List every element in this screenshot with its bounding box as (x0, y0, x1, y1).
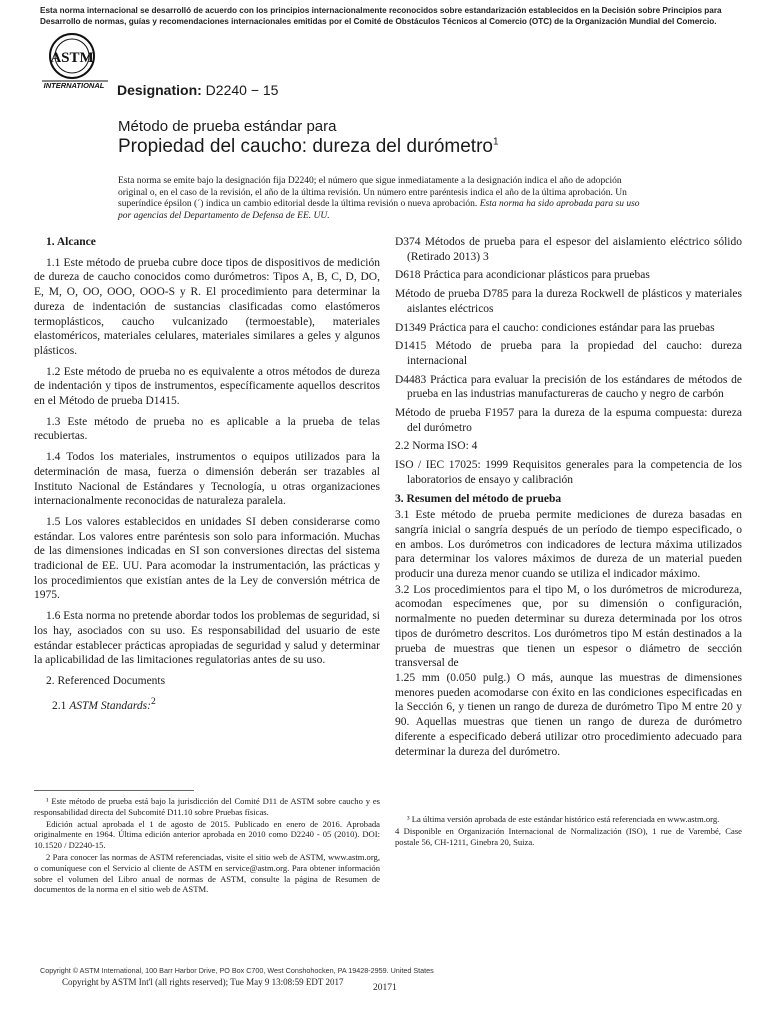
left-column (34, 235, 380, 719)
para-1-4: 1.4 Todos los materiales, instrumentos o equipos utilizados para la determinación de masa, fuerza o dimensión deberán ser trazables al Instituto Nacional de Estándares y Tecnología, u otras organizaciones internacionalmente reconocidas de naturaleza paralela. (34, 451, 380, 508)
para-3-1: 3.1 Este método de prueba permite mediciones de dureza basadas en sangría inicial o sangría después de un período de tiempo especificado, o en ambos. Los durómetros con indicadores de lectura máxima utilizados para determinar los valores máximos de dureza de un material pueden producir una dureza menor cuando se utiliza el indicador máximo. (395, 509, 742, 581)
para-1-1: 1.1 Este método de prueba cubre doce tipos de dispositivos de medición de dureza de caucho conocidos como durómetros: Tipos A, B, C, D, DO, E, M, O, OO, OOO, OOO-S y R. El procedimiento para determinar la dureza de indentación de sustancias clasificadas como elastómeros termoplásticos, caucho vulcanizado (termoestable), materiales elastoméricos, materiales celulares, materiales similares a geles y algunos plásticos. (34, 256, 380, 357)
para-1-3: 1.3 Este método de prueba no es aplicable a la prueba de telas recubiertas. (34, 415, 380, 443)
ref-d1349: D1349 Práctica para el caucho: condiciones estándar para las pruebas (395, 321, 715, 334)
ref-d4483: D4483 Práctica para evaluar la precisión de los estándares de métodos de prueba en las industrias manufactureras de caucho y negro de carbón (395, 373, 742, 401)
designation-label: Designation: (117, 82, 202, 98)
footnote-2: 2 Para conocer las normas de ASTM referenciadas, visite el sitio web de ASTM, www.astm.org, o comuníquese con el Servicio al cliente de ASTM en service@astm.org. Para obtener información sobre el volumen del Libro anual de normas de ASTM, consulte la página de Resumen de documentos de la norma en el sitio web de ASTM. (34, 851, 380, 895)
ref-d1415: D1415 Método de prueba para la propiedad del caucho: dureza internacional (395, 340, 742, 367)
copyright-line: Copyright © ASTM International, 100 Barr Harbor Drive, PO Box C700, West Conshohocken, PA 19428-2959. United States (40, 966, 434, 975)
top-notice: Esta norma internacional se desarrolló de acuerdo con los principios internacionalmente reconocidos sobre estandarización establecidos en la Decisión sobre Principios para Desarrollo de normas, guías y recomendaciones internacionales emitidas por el Comité de Obstáculos Técnicos al Comercio (OTC) de la Organización Mundial del Comercio. (40, 6, 722, 26)
intro-italic: Esta norma ha sido aprobada para su uso por agencias del Departamento de Defensa de EE. UU. (118, 199, 640, 221)
section-3-heading: 3. Resumen del método de prueba (395, 492, 562, 505)
footnote-mark-2: 2 (150, 695, 156, 707)
title-line-1: Método de prueba estándar para (118, 118, 337, 135)
right-column (395, 235, 742, 765)
title-text: Propiedad del caucho: dureza del durómetro (118, 136, 493, 157)
designation-number: D2240 − 15 (205, 82, 279, 98)
astm-standards-label: ASTM Standards: (69, 699, 151, 712)
para-1-6: 1.6 Esta norma no pretende abordar todos los problemas de seguridad, si los hay, asociados con su uso. Es responsabilidad del usuario de este estándar establecer prácticas apropiadas de seguridad y salud y determinar la aplicabilidad de las limitaciones regulatorias antes de su uso. (34, 610, 380, 667)
logo-subtext: INTERNATIONAL (43, 81, 105, 90)
footnote-divider (34, 790, 194, 791)
footnotes-left (34, 796, 380, 896)
para-2-1-prefix: 2.1 (52, 699, 70, 712)
logo-text: ASTM (50, 50, 94, 66)
intro-block (118, 176, 646, 222)
section-1-heading: 1. Alcance (46, 236, 96, 248)
ref-iso-17025: ISO / IEC 17025: 1999 Requisitos generales para la competencia de los laboratorios de ensayo y calibración (395, 459, 742, 486)
license-line: Copyright by ASTM Int'l (all rights reserved); Tue May 9 13:08:59 EDT 2017 (62, 977, 344, 987)
astm-logo (40, 30, 110, 92)
footnotes-right (395, 814, 742, 848)
footnote-1: ¹ Este método de prueba está bajo la jurisdicción del Comité D11 de ASTM sobre caucho y es responsabilidad directa del Subcomité D11.10 sobre Pruebas físicas. (34, 796, 380, 817)
footnote-1b: Edición actual aprobada el 1 de agosto de 2015. Publicado en enero de 2016. Aprobada originalmente en 1964. Última edición anterior aprobada en 2010 como D2240 - 05 (2010). DOI: 10.1520 / D2240-15. (34, 818, 380, 851)
iso-heading: 2.2 Norma ISO: 4 (395, 440, 478, 453)
ref-f1957: Método de prueba F1957 para la dureza de la espuma compuesta: dureza del durómetro (395, 407, 742, 434)
para-1-2: 1.2 Este método de prueba no es equivalente a otros métodos de dureza de indentación y tipos de instrumentos, específicamente aquellos descritos en el Método de prueba D1415. (34, 365, 380, 408)
designation (117, 82, 278, 98)
ref-d785: Método de prueba D785 para la dureza Rockwell de plásticos y materiales aislantes eléctricos (395, 288, 742, 315)
page-number: 20171 (373, 983, 397, 993)
ref-d374: D374 Métodos de prueba para el espesor del aislamiento eléctrico sólido (Retirado 2013) 3 (395, 236, 742, 263)
section-2-heading: 2. Referenced Documents (46, 674, 166, 687)
footnote-3: ³ La última versión aprobada de este estándar histórico está referenciada en www.astm.org. (407, 814, 720, 824)
para-3-2-continued: 1.25 mm (0.050 pulg.) O más, aunque las muestras de dimensiones menores pueden acomodarse con éxito en las condiciones especificadas en la Sección 6, y tienen un rango de dureza de durómetro Tipo M entre 20 y 90. Aquellas muestras que tienen un rango de dureza de durómetro diferente a especificado deberá utilizar otro procedimiento adecuado para determinar la dureza del durómetro. (395, 671, 742, 758)
title-line-2 (118, 136, 499, 158)
ref-d618: D618 Práctica para acondicionar plásticos para pruebas (395, 269, 650, 282)
footnote-4: 4 Disponible en Organización Internacional de Normalización (ISO), 1 rue de Varembé, Case postale 56, CH-1211, Ginebra 20, Suiza. (395, 825, 742, 847)
para-3-2: 3.2 Los procedimientos para el tipo M, o los durómetros de microdureza, acomodan especímenes que, por su dimensión o configuración, normalmente no pueden determinar su dureza determinada por los otros tipos de durómetro descritos. Los durómetros tipo M están destinados a la prueba de muestras que tienen un espesor o diámetro de sección transversal de (395, 583, 742, 670)
title-footnote-mark: 1 (492, 136, 499, 148)
intro-text: Esta norma se emite bajo la designación fija D2240; el número que sigue inmediatamente a la designación indica el año de adopción original o, en el caso de la revisión, el año de la última revisión. Un número entre paréntesis indica el año de la última aprobación. Un superíndice épsilon (´) indica un cambio editorial desde la última revisión o nueva aprobación. (118, 176, 627, 209)
para-1-5: 1.5 Los valores establecidos en unidades SI deben considerarse como estándar. Los valores entre paréntesis son solo para información. Muchas de las dimensiones indicadas en SI son conversiones directas del sistema tradicional de EE. UU. Para acomodar la instrumentación, las prácticas y los procedimientos que existían antes de la Ley de conversión métrica de 1975. (34, 515, 380, 602)
para-2-1 (34, 695, 380, 714)
